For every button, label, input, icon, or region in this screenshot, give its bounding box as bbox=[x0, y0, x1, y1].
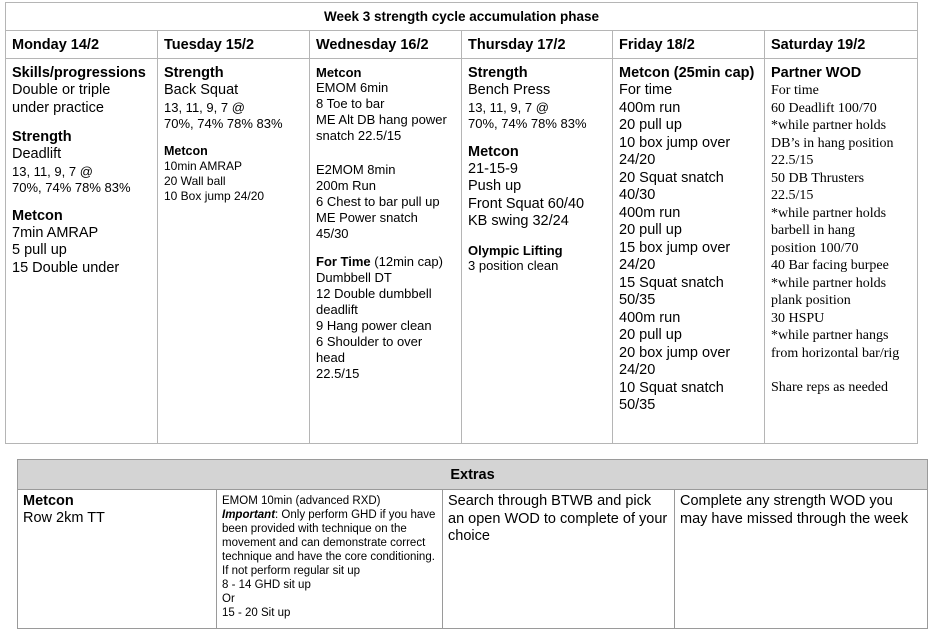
workout-line: Back Squat bbox=[164, 82, 239, 98]
workout-line: 21-15-9 bbox=[468, 160, 518, 177]
section-heading-line bbox=[316, 254, 457, 270]
section-heading: Strength bbox=[468, 65, 528, 81]
section-heading: Strength bbox=[12, 129, 72, 145]
day-header-tuesday: Tuesday 15/2 bbox=[158, 31, 310, 59]
workout-line: 50/35 bbox=[619, 292, 656, 308]
workout-line: For time bbox=[771, 83, 819, 98]
workout-note: Complete any strength WOD you may have missed through the week bbox=[680, 493, 909, 527]
workout-line: 7min AMRAP bbox=[12, 224, 99, 241]
workout-line: Or bbox=[222, 593, 235, 605]
workout-line: position 100/70 bbox=[771, 240, 859, 256]
workout-line: *while partner holds bbox=[771, 205, 887, 221]
extras-header: Extras bbox=[18, 460, 928, 490]
workout-line: 20 pull up bbox=[619, 222, 682, 238]
workout-line: snatch 22.5/15 bbox=[316, 128, 402, 143]
workout-line: under practice bbox=[12, 99, 104, 116]
section-heading: Skills/progressions bbox=[12, 65, 146, 81]
week-schedule-table bbox=[5, 2, 918, 444]
workout-line: DB’s in hang position bbox=[771, 135, 894, 151]
day-header-wednesday: Wednesday 16/2 bbox=[310, 31, 462, 59]
workout-line: 24/20 bbox=[619, 152, 656, 168]
workout-line: Bench Press bbox=[468, 82, 551, 98]
workout-line: EMOM 10min (advanced RXD) bbox=[222, 495, 381, 507]
workout-line: deadlift bbox=[316, 302, 358, 317]
extras-cell-emom bbox=[217, 490, 443, 629]
workout-line: 5 pull up bbox=[12, 242, 67, 258]
section-heading: Metcon bbox=[316, 65, 362, 80]
workout-line: 20 Squat snatch bbox=[619, 169, 724, 186]
workout-line: E2MOM 8min bbox=[316, 162, 396, 177]
section-heading: Metcon (25min cap) bbox=[619, 65, 755, 81]
workout-line: 10 Box jump 24/20 bbox=[164, 188, 265, 203]
workout-line: 13, 11, 9, 7 @ bbox=[468, 99, 549, 115]
workout-line: 22.5/15 bbox=[771, 188, 814, 203]
workout-line: *while partner hangs bbox=[771, 328, 889, 343]
workout-line: Deadlift bbox=[12, 146, 62, 162]
section-heading: Partner WOD bbox=[771, 65, 862, 81]
day-header-saturday: Saturday 19/2 bbox=[765, 31, 918, 59]
workout-line: Push up bbox=[468, 178, 522, 194]
workout-line: 12 Double dumbbell bbox=[316, 286, 432, 301]
workout-line: 50/35 bbox=[619, 397, 656, 413]
workout-line: 10 Squat snatch bbox=[619, 379, 724, 396]
day-cell-thursday bbox=[462, 59, 613, 444]
workout-note: Search through BTWB and pick an open WOD to complete of your choice bbox=[448, 493, 668, 544]
extras-cell-metcon bbox=[18, 490, 217, 629]
workout-line: 50 DB Thrusters bbox=[771, 170, 865, 186]
day-header-thursday: Thursday 17/2 bbox=[462, 31, 613, 59]
workout-note: Share reps as needed bbox=[771, 380, 889, 395]
section-heading: Metcon bbox=[12, 207, 63, 224]
workout-line: Row 2km TT bbox=[23, 510, 105, 526]
day-cell-saturday bbox=[765, 59, 918, 444]
workout-line: 10min AMRAP bbox=[164, 158, 243, 173]
workout-line: 20 box jump over bbox=[619, 344, 731, 361]
workout-line: Dumbbell DT bbox=[316, 270, 392, 285]
workout-line: ME Power snatch bbox=[316, 210, 418, 225]
time-cap: (12min cap) bbox=[370, 254, 443, 269]
workout-line: 24/20 bbox=[619, 362, 656, 378]
day-cell-tuesday bbox=[158, 59, 310, 444]
workout-line: movement and can demonstrate correct bbox=[222, 537, 426, 549]
workout-line: 8 Toe to bar bbox=[316, 96, 385, 111]
section-heading: Metcon bbox=[468, 143, 519, 160]
section-heading: For Time bbox=[316, 254, 371, 269]
workout-line: been provided with technique on the bbox=[222, 523, 407, 535]
workout-line: 10 box jump over bbox=[619, 134, 731, 151]
workout-line: EMOM 6min bbox=[316, 80, 389, 95]
workout-line: Double or triple bbox=[12, 82, 111, 98]
important-label: Important bbox=[222, 509, 276, 521]
workout-line: barbell in hang bbox=[771, 223, 855, 238]
workout-line: 22.5/15 bbox=[316, 366, 360, 381]
workout-line: 13, 11, 9, 7 @ bbox=[164, 99, 245, 115]
workout-line: KB swing 32/24 bbox=[468, 213, 569, 229]
workout-line: If not perform regular sit up bbox=[222, 565, 361, 577]
workout-line: 400m run bbox=[619, 99, 681, 116]
workout-line: 20 pull up bbox=[619, 327, 682, 343]
workout-line: 8 - 14 GHD sit up bbox=[222, 579, 311, 591]
workout-line: 70%, 74% 78% 83% bbox=[468, 115, 587, 131]
workout-line: 15 - 20 Sit up bbox=[222, 607, 291, 619]
day-cell-monday bbox=[6, 59, 158, 444]
workout-line: 6 Chest to bar pull up bbox=[316, 194, 440, 209]
workout-line: 15 Squat snatch bbox=[619, 274, 724, 291]
workout-line: 20 Wall ball bbox=[164, 173, 226, 188]
section-heading: Strength bbox=[164, 65, 224, 81]
schedule-title: Week 3 strength cycle accumulation phase bbox=[6, 3, 918, 31]
extras-cell-strength bbox=[675, 490, 928, 629]
workout-line: Front Squat 60/40 bbox=[468, 195, 585, 212]
workout-line: from horizontal bar/rig bbox=[771, 345, 900, 361]
important-note bbox=[222, 508, 437, 522]
workout-line: *while partner holds bbox=[771, 275, 887, 291]
important-text: : Only perform GHD if you have bbox=[275, 509, 436, 521]
extras-cell-btwb bbox=[443, 490, 675, 629]
section-heading: Metcon bbox=[23, 493, 74, 509]
section-heading: Olympic Lifting bbox=[468, 242, 563, 258]
day-header-friday: Friday 18/2 bbox=[613, 31, 765, 59]
workout-line: 70%, 74% 78% 83% bbox=[12, 179, 131, 195]
workout-line: 13, 11, 9, 7 @ bbox=[12, 163, 93, 179]
workout-line: *while partner holds bbox=[771, 118, 887, 133]
workout-line: ME Alt DB hang power bbox=[316, 112, 447, 127]
workout-line: 70%, 74% 78% 83% bbox=[164, 115, 283, 131]
workout-line: 9 Hang power clean bbox=[316, 318, 432, 333]
workout-line: 45/30 bbox=[316, 226, 349, 241]
workout-line: 22.5/15 bbox=[771, 153, 814, 168]
day-cell-friday bbox=[613, 59, 765, 444]
workout-line: technique and have the core conditioning. bbox=[222, 551, 435, 563]
workout-line: 3 position clean bbox=[468, 257, 559, 273]
workout-line: 30 HSPU bbox=[771, 310, 825, 326]
workout-line: 24/20 bbox=[619, 257, 656, 273]
day-cell-wednesday bbox=[310, 59, 462, 444]
workout-line: 15 box jump over bbox=[619, 239, 731, 256]
workout-line: 400m run bbox=[619, 204, 681, 221]
workout-line: 6 Shoulder to over bbox=[316, 334, 423, 349]
workout-line: 200m Run bbox=[316, 178, 376, 193]
day-header-monday: Monday 14/2 bbox=[6, 31, 158, 59]
workout-line: head bbox=[316, 350, 345, 365]
workout-line: 40/30 bbox=[619, 187, 656, 203]
section-heading: Metcon bbox=[164, 143, 208, 158]
workout-line: 20 pull up bbox=[619, 117, 682, 133]
workout-line: plank position bbox=[771, 293, 851, 308]
extras-table bbox=[17, 459, 928, 629]
workout-line: 40 Bar facing burpee bbox=[771, 258, 889, 273]
workout-line: 400m run bbox=[619, 309, 681, 326]
workout-line: 60 Deadlift 100/70 bbox=[771, 100, 877, 116]
workout-line: 15 Double under bbox=[12, 259, 120, 276]
workout-line: For time bbox=[619, 82, 673, 98]
